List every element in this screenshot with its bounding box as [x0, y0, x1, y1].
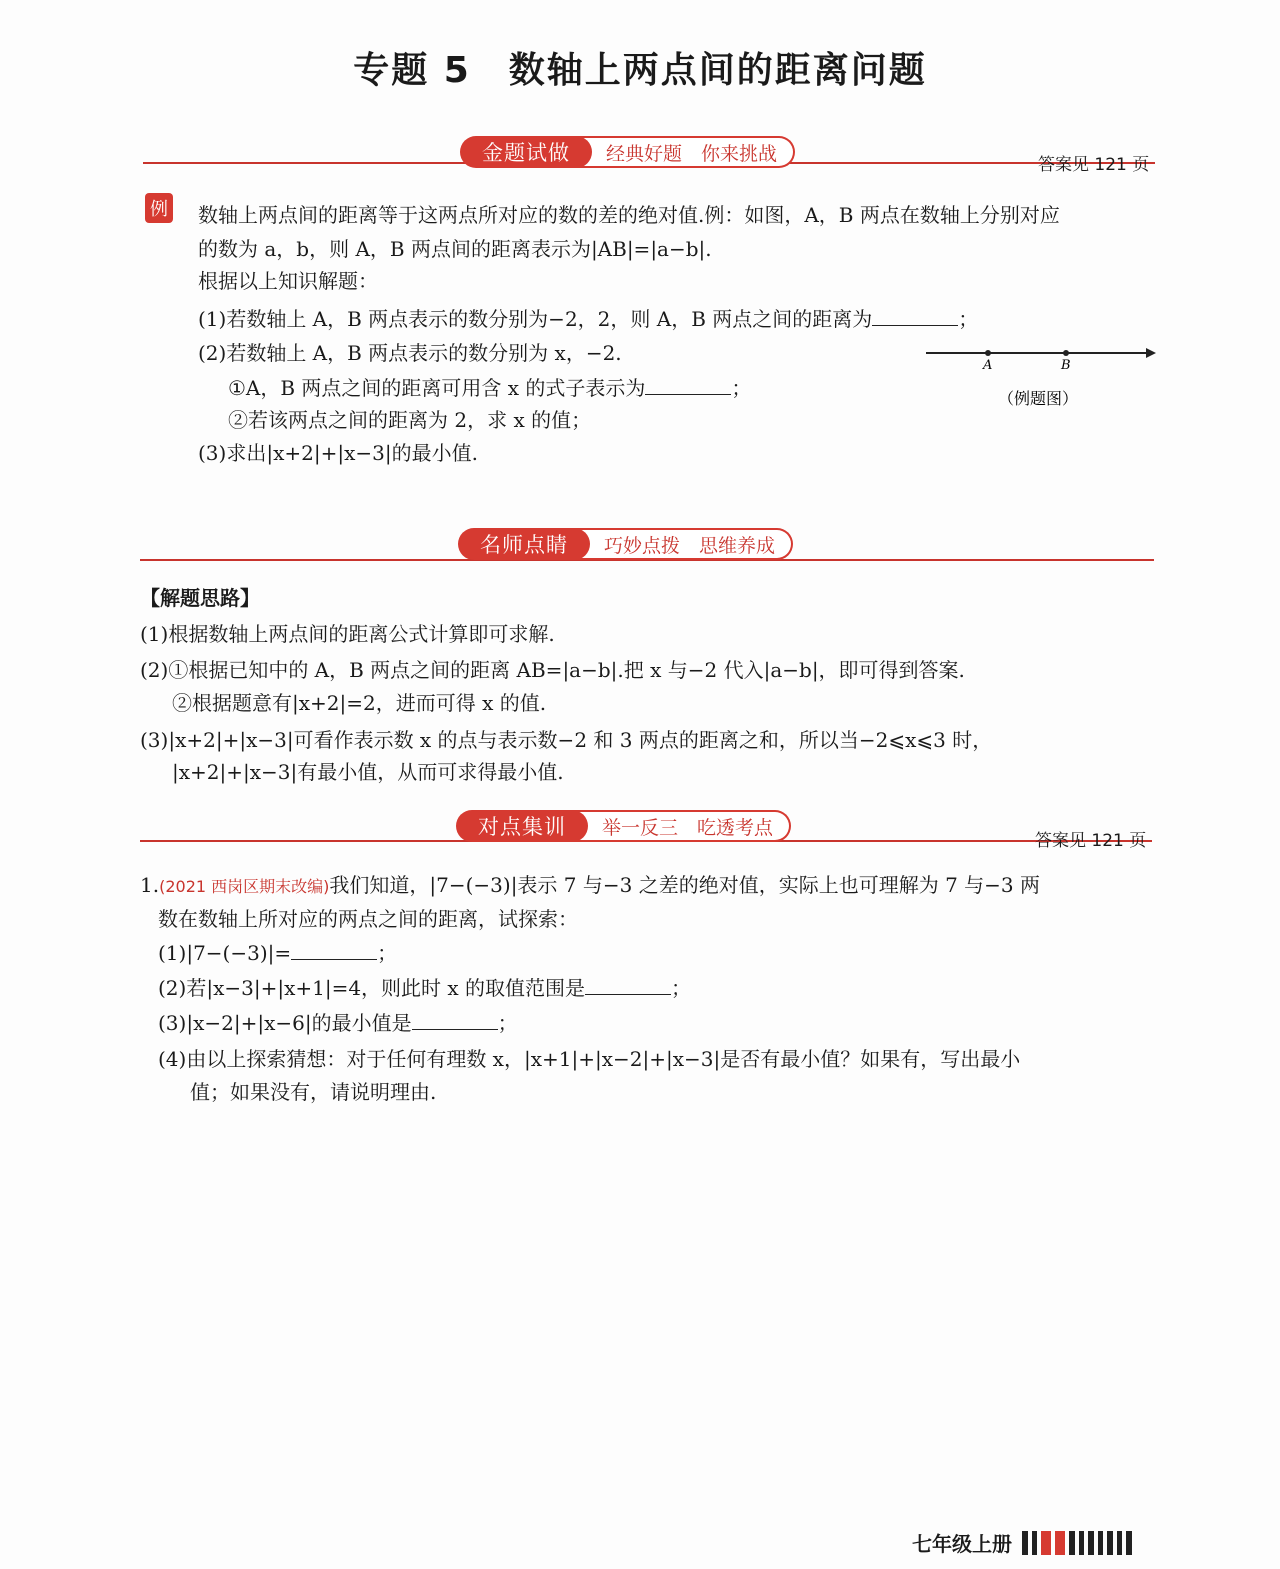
answer-blank — [872, 305, 958, 326]
solution-line-1: (1)根据数轴上两点间的距离公式计算即可求解. — [140, 622, 555, 646]
exercise-source: (2021 西岗区期末改编) — [159, 877, 330, 896]
exercise-intro — [140, 868, 1040, 904]
axis-arrow — [1146, 348, 1156, 358]
solution-line-4: (3)|x+2|+|x−3|可看作表示数 x 的点与表示数−2 和 3 两点的距离之和，所以当−2⩽x⩽3 时， — [140, 728, 993, 752]
answer-blank — [585, 974, 671, 995]
section-label: 对点集训 — [456, 810, 588, 842]
section-tag: 举一反三 吃透考点 — [572, 810, 791, 842]
answer-reference: 答案见 121 页 — [1035, 831, 1147, 851]
grade-label: 七年级上册 — [912, 1532, 1012, 1556]
section-banner-1 — [460, 136, 795, 168]
page-title: 专题 5 数轴上两点间的距离问题 — [353, 50, 927, 91]
example-line-1: 数轴上两点间的距离等于这两点所对应的数的差的绝对值.例：如图，A，B 两点在数轴上分别对应 — [198, 203, 1060, 227]
section-banner-3 — [456, 810, 791, 842]
example-question-1 — [198, 302, 978, 336]
exercise-intro-2: 数在数轴上所对应的两点之间的距离，试探索： — [158, 907, 578, 931]
solution-heading: 【解题思路】 — [140, 586, 260, 610]
answer-blank — [412, 1009, 498, 1030]
question-end: ； — [671, 976, 692, 1000]
example-question-2: (2)若数轴上 A，B 两点表示的数分别为 x，−2. — [198, 341, 622, 365]
point-b-dot — [1063, 350, 1069, 356]
section-label: 名师点睛 — [458, 528, 590, 560]
question-text: (1)|7−(−3)|= — [158, 941, 292, 965]
section-tag: 巧妙点拨 思维养成 — [574, 528, 793, 560]
point-a-label: A — [983, 358, 993, 373]
point-a-dot — [985, 350, 991, 356]
exercise-intro-text: 我们知道，|7−(−3)|表示 7 与−3 之差的绝对值，实际上也可理解为 7 与−3 两 — [329, 873, 1040, 897]
example-question-2b: ②若该两点之间的距离为 2，求 x 的值； — [228, 408, 592, 432]
question-text: (3)|x−2|+|x−6|的最小值是 — [158, 1011, 412, 1035]
solution-line-5: |x+2|+|x−3|有最小值，从而可求得最小值. — [172, 760, 564, 784]
number-line-figure — [920, 335, 1165, 415]
question-end: ； — [731, 376, 752, 400]
exercise-question-2 — [158, 971, 691, 1005]
page-footer — [912, 1528, 1136, 1557]
question-text: (1)若数轴上 A，B 两点表示的数分别为−2，2，则 A，B 两点之间的距离为 — [198, 307, 873, 331]
section-label: 金题试做 — [460, 136, 592, 168]
figure-caption: （例题图） — [998, 389, 1079, 408]
exercise-question-4: (4)由以上探索猜想：对于任何有理数 x，|x+1|+|x−2|+|x−3|是否有最小值？如果有，写出最小 — [158, 1047, 1021, 1071]
exercise-question-1 — [158, 936, 397, 970]
solution-line-2: (2)①根据已知中的 A，B 两点之间的距离 AB=|a−b|.把 x 与−2 代入|a−b|，即可得到答案. — [140, 658, 965, 682]
question-end: ； — [958, 307, 979, 331]
example-badge: 例 — [145, 193, 173, 223]
section-tag: 经典好题 你来挑战 — [576, 136, 795, 168]
section-banner-2 — [458, 528, 793, 560]
question-text: (2)若|x−3|+|x+1|=4，则此时 x 的取值范围是 — [158, 976, 586, 1000]
example-question-2a — [228, 371, 751, 405]
answer-reference: 答案见 121 页 — [1038, 155, 1150, 175]
example-line-3: 根据以上知识解题： — [198, 269, 378, 293]
example-question-3: (3)求出|x+2|+|x−3|的最小值. — [198, 441, 478, 465]
question-end: ； — [377, 941, 398, 965]
question-end: ； — [497, 1011, 518, 1035]
solution-line-3: ②根据题意有|x+2|=2，进而可得 x 的值. — [172, 691, 547, 715]
answer-blank — [291, 939, 377, 960]
footer-marks — [1022, 1531, 1136, 1555]
exercise-question-3 — [158, 1006, 518, 1040]
example-line-2: 的数为 a，b，则 A，B 两点间的距离表示为|AB|=|a−b|. — [198, 237, 712, 261]
point-b-label: B — [1061, 358, 1071, 373]
exercise-number: 1. — [140, 873, 160, 897]
exercise-question-4-cont: 值；如果没有，请说明理由. — [190, 1080, 437, 1104]
answer-blank — [645, 374, 731, 395]
question-text: ①A，B 两点之间的距离可用含 x 的式子表示为 — [228, 376, 646, 400]
